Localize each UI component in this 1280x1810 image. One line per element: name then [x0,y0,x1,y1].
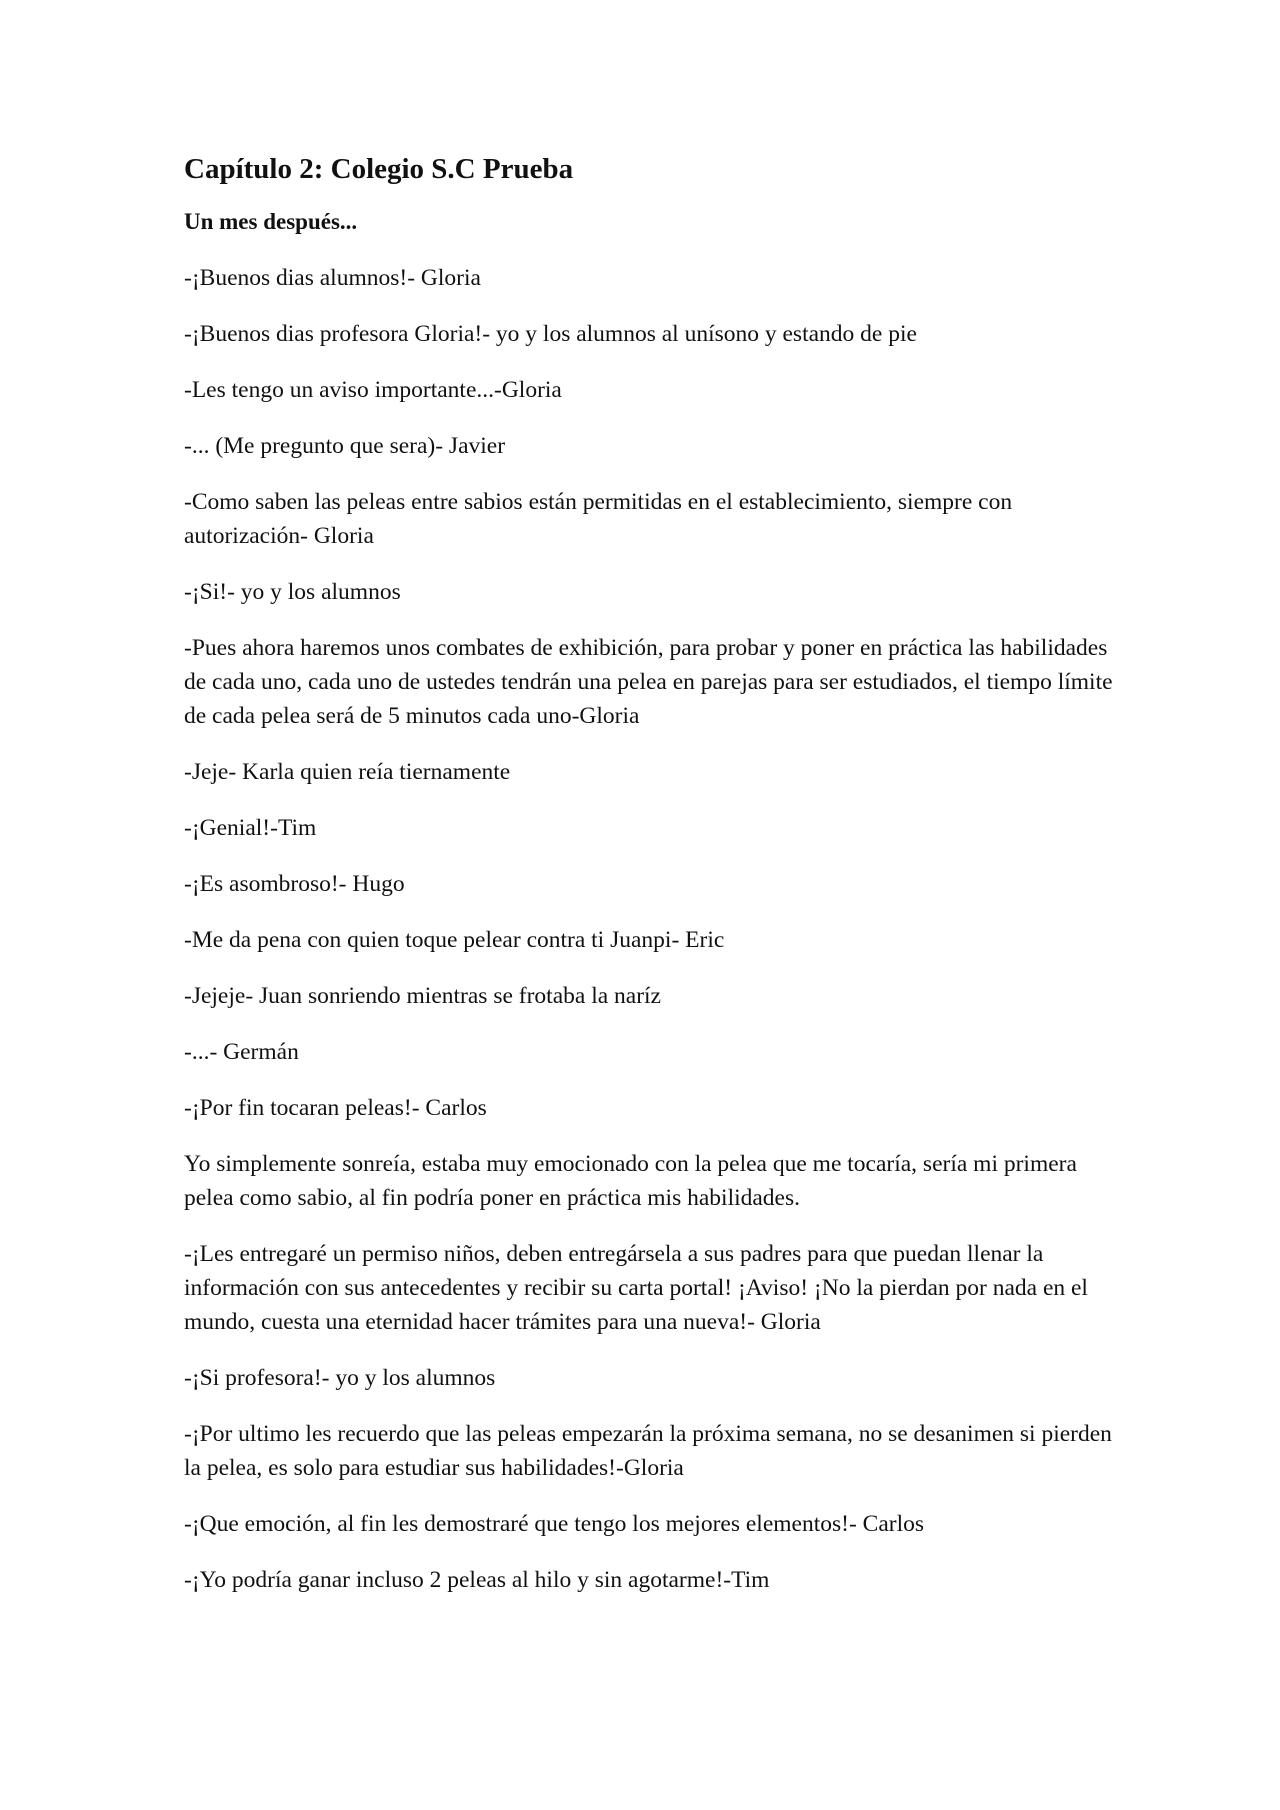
paragraph: -Como saben las peleas entre sabios están permitidas en el establecimiento, siempre con autorización- Gloria [184,489,1013,549]
paragraph: -¡Por fin tocaran peleas!- Carlos [184,1095,487,1121]
paragraph: -Les tengo un aviso importante...-Gloria [184,377,562,403]
paragraph: -¡Les entregaré un permiso niños, deben entregársela a sus padres para que puedan llenar la información con sus antecedentes y recibir su carta portal! ¡Aviso! ¡No la pierdan por nada en el mundo, cuesta una eternidad hacer trámites para una nueva!- Gloria [184,1241,1088,1335]
document-body [184,150,1114,1619]
paragraph: -¡Buenos dias alumnos!- Gloria [184,265,481,291]
paragraph: -Me da pena con quien toque pelear contra ti Juanpi- Eric [184,927,725,953]
chapter-subtitle: Un mes después... [184,209,358,234]
paragraph: -¡Por ultimo les recuerdo que las peleas empezarán la próxima semana, no se desanimen si pierden la pelea, es solo para estudiar sus habilidades!-Gloria [184,1421,1112,1481]
paragraph: -Pues ahora haremos unos combates de exhibición, para probar y poner en práctica las habilidades de cada uno, cada uno de ustedes tendrán una pelea en parejas para ser estudiados, el tiempo límite de cada pelea será de 5 minutos cada uno-Gloria [184,635,1113,729]
paragraph: -...- Germán [184,1039,299,1065]
paragraph: -¡Que emoción, al fin les demostraré que tengo los mejores elementos!- Carlos [184,1511,925,1537]
paragraph: -¡Si profesora!- yo y los alumnos [184,1365,496,1391]
paragraph: -... (Me pregunto que sera)- Javier [184,433,506,459]
paragraph: -¡Es asombroso!- Hugo [184,871,405,897]
paragraph: -¡Genial!-Tim [184,815,317,841]
chapter-title: Capítulo 2: Colegio S.C Prueba [184,153,574,185]
paragraph: -¡Yo podría ganar incluso 2 peleas al hilo y sin agotarme!-Tim [184,1567,770,1593]
paragraph: -Jeje- Karla quien reía tiernamente [184,759,511,785]
paragraph: -¡Buenos dias profesora Gloria!- yo y los alumnos al unísono y estando de pie [184,321,917,347]
paragraph: -¡Si!- yo y los alumnos [184,579,401,605]
paragraph: -Jejeje- Juan sonriendo mientras se frotaba la naríz [184,983,661,1009]
paragraph: Yo simplemente sonreía, estaba muy emocionado con la pelea que me tocaría, sería mi primera pelea como sabio, al fin podría poner en práctica mis habilidades. [184,1151,1077,1211]
